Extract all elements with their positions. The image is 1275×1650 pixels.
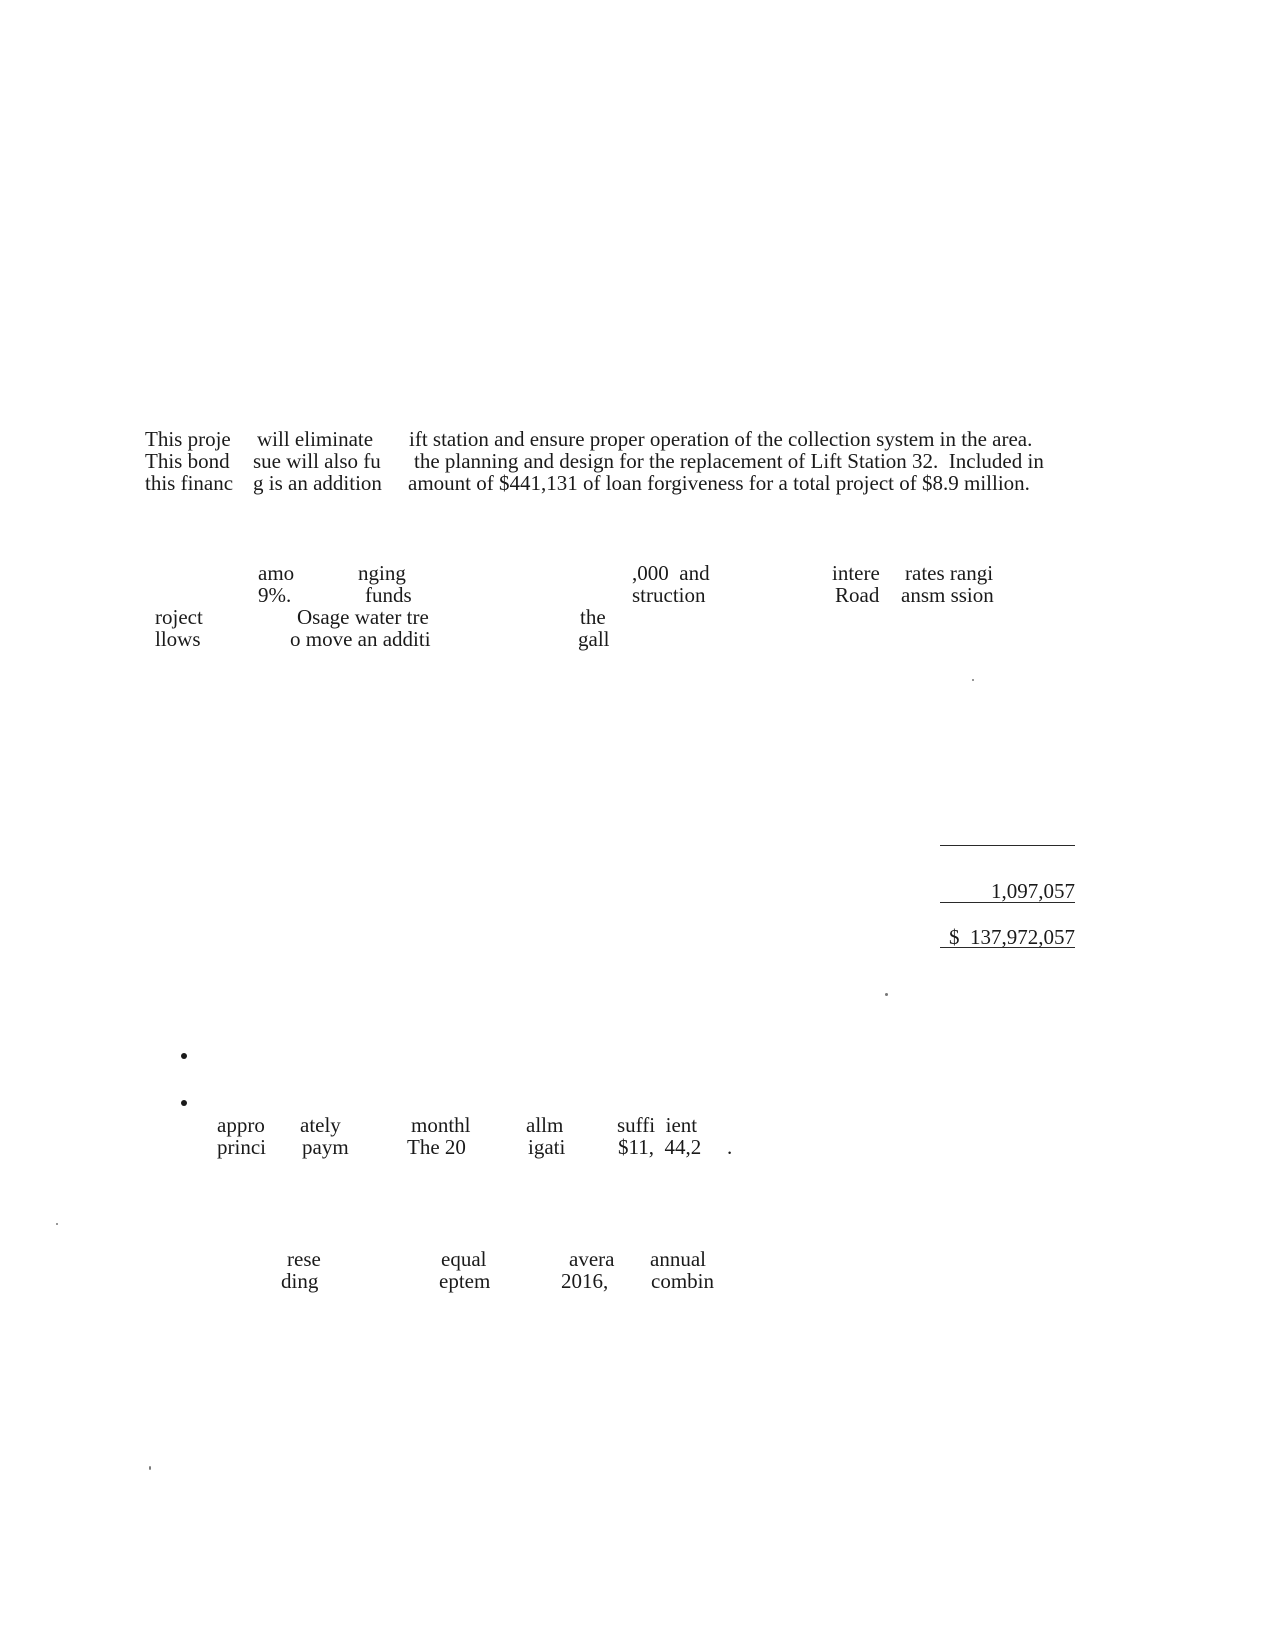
text-fragment: avera <box>569 1247 615 1271</box>
text-fragment: igati <box>528 1135 566 1159</box>
text-fragment: rese <box>287 1247 321 1271</box>
text-fragment: the planning and design for the replacement of Lift Station 32. Included in <box>414 449 1044 473</box>
text-fragment: g is an addition <box>253 471 382 495</box>
text-fragment: $11, 44,2 <box>618 1135 702 1159</box>
text-fragment: ,000 and <box>632 561 710 585</box>
bullet-icon <box>181 1100 187 1106</box>
text-fragment: amo <box>258 561 295 585</box>
text-fragment: This bond <box>145 449 230 473</box>
underline-rule <box>940 845 1075 846</box>
text-fragment: This proje <box>145 427 231 451</box>
text-fragment: Road <box>835 583 880 607</box>
text-fragment: ding <box>281 1269 319 1293</box>
text-fragment: nging <box>358 561 406 585</box>
text-fragment: The 20 <box>407 1135 466 1159</box>
text-fragment: allm <box>526 1113 564 1137</box>
underline-rule <box>940 902 1075 903</box>
text-fragment: funds <box>365 583 412 607</box>
text-fragment: suffi ient <box>617 1113 698 1137</box>
text-fragment: Osage water tre <box>297 605 429 629</box>
text-fragment: ansm ssion <box>901 583 994 607</box>
text-fragment: 9%. <box>258 583 292 607</box>
text-fragment: roject <box>155 605 203 629</box>
text-fragment: will eliminate <box>257 427 374 451</box>
text-fragment: intere <box>832 561 880 585</box>
text-fragment: struction <box>632 583 706 607</box>
text-fragment: ift station and ensure proper operation of the collection system in the area. <box>409 427 1033 451</box>
text-fragment: combin <box>651 1269 714 1293</box>
text-fragment: monthl <box>411 1113 471 1137</box>
text-fragment: equal <box>441 1247 487 1271</box>
text-fragment: ately <box>300 1113 341 1137</box>
scan-speck <box>56 1223 58 1225</box>
text-fragment: . <box>727 1135 733 1159</box>
bullet-icon <box>181 1053 187 1059</box>
scan-speck <box>149 1466 151 1470</box>
text-fragment: eptem <box>439 1269 491 1293</box>
text-fragment: this financ <box>145 471 234 495</box>
scan-speck <box>885 993 888 996</box>
text-fragment: 2016, <box>561 1269 609 1293</box>
underline-rule <box>940 947 1075 948</box>
text-fragment: llows <box>155 627 201 651</box>
text-fragment: annual <box>650 1247 706 1271</box>
total-value: $ 137,972,057 <box>949 925 1075 949</box>
text-fragment: appro <box>217 1113 265 1137</box>
text-fragment: o move an additi <box>290 627 431 651</box>
text-fragment: the <box>580 605 606 629</box>
subtotal-value: 1,097,057 <box>991 879 1075 903</box>
text-fragment: amount of $441,131 of loan forgiveness for a total project of $8.9 million. <box>408 471 1030 495</box>
text-fragment: rates rangi <box>905 561 994 585</box>
text-fragment: sue will also fu <box>253 449 381 473</box>
text-fragment: paym <box>302 1135 349 1159</box>
text-fragment: princi <box>217 1135 266 1159</box>
text-fragment: gall <box>578 627 610 651</box>
scan-speck <box>972 679 974 681</box>
